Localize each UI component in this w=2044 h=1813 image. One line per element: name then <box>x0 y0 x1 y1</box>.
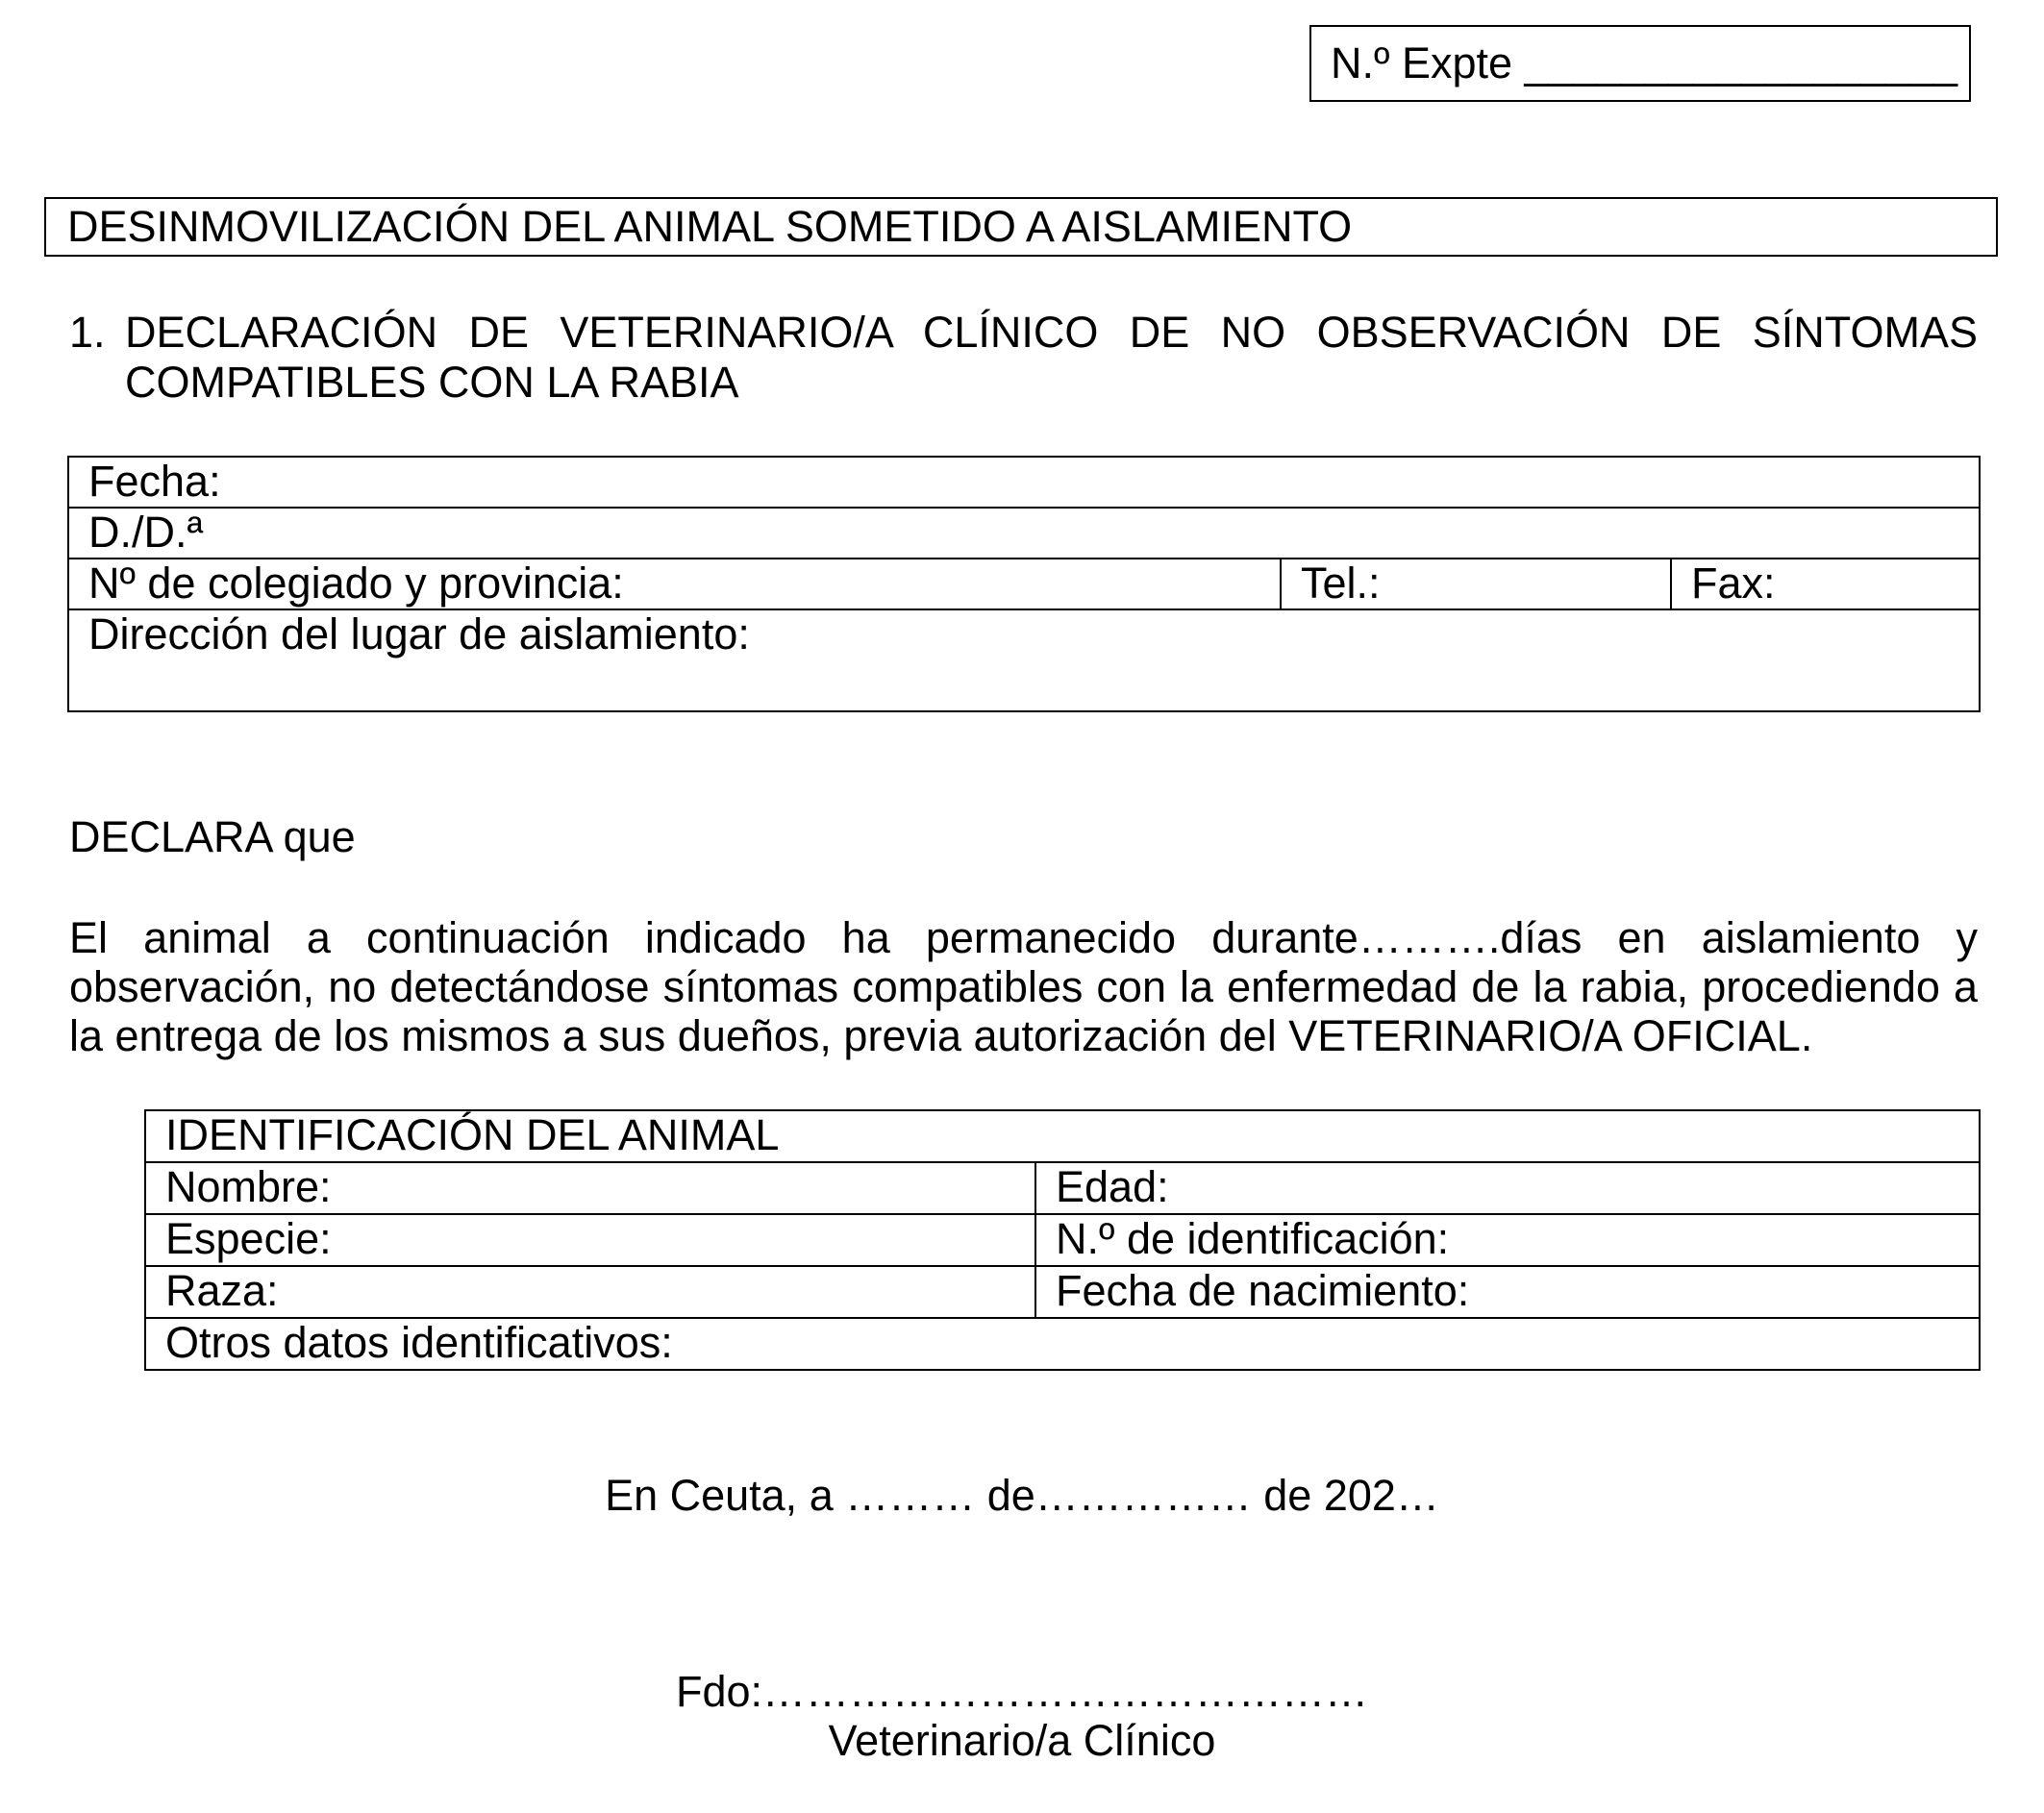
fax-field[interactable] <box>1671 559 1980 609</box>
otros-datos-field[interactable] <box>145 1318 1980 1370</box>
section-heading-line2: COMPATIBLES CON LA RABIA <box>125 357 739 407</box>
section-heading <box>69 308 1978 408</box>
nombre-field[interactable] <box>145 1162 1035 1214</box>
signature-block <box>0 1667 2044 1765</box>
direccion-label: Dirección del lugar de aislamiento: <box>88 609 750 658</box>
table-row <box>145 1110 1980 1162</box>
table-row <box>68 457 1980 508</box>
signature-role: Veterinario/a Clínico <box>828 1716 1216 1765</box>
edad-field[interactable] <box>1035 1162 1980 1214</box>
nacimiento-field[interactable] <box>1035 1266 1980 1318</box>
table-row <box>145 1162 1980 1214</box>
dd-label: D./D.ª <box>88 508 204 557</box>
document-title: DESINMOVILIZACIÓN DEL ANIMAL SOMETIDO A AISLAMIENTO <box>67 202 1353 252</box>
veterinarian-name-field[interactable] <box>68 508 1980 559</box>
declara-text: DECLARA que <box>69 812 356 861</box>
table-row <box>145 1214 1980 1266</box>
tel-field[interactable] <box>1281 559 1671 609</box>
animal-table-title-text: IDENTIFICACIÓN DEL ANIMAL <box>165 1110 780 1159</box>
table-row <box>68 609 1980 711</box>
fecha-label: Fecha: <box>88 457 221 506</box>
section-heading-text1: DECLARACIÓN DE VETERINARIO/A CLÍNICO DE NO OBSERVACIÓN DE SÍNTOMAS <box>125 308 1978 357</box>
section-number: 1. <box>69 308 106 357</box>
identificacion-field[interactable] <box>1035 1214 1980 1266</box>
colegiado-label: Nº de colegiado y provincia: <box>88 559 624 608</box>
table-row <box>68 508 1980 559</box>
especie-label: Especie: <box>165 1214 332 1263</box>
declaration-paragraph: El animal a continuación indicado ha permanecido durante……….días en aislamiento y observación, no detectándose síntomas compatibles con la enfermedad de la rabia, procediendo a la entrega de los mismos a sus dueños, previa autorización del VETERINARIO/A OFICIAL. <box>69 913 1978 1060</box>
tel-label: Tel.: <box>1301 559 1381 608</box>
expediente-number-box[interactable] <box>1309 25 1971 102</box>
raza-label: Raza: <box>165 1266 279 1315</box>
place-date-line: En Ceuta, a ……… de…………… de 202… <box>605 1471 1439 1520</box>
colegiado-field[interactable] <box>68 559 1281 609</box>
fax-label: Fax: <box>1691 559 1776 608</box>
document-title-box <box>44 197 1998 257</box>
direccion-field[interactable] <box>68 609 1980 711</box>
table-row <box>145 1266 1980 1318</box>
veterinarian-form-table <box>67 456 1981 712</box>
table-row <box>68 559 1980 609</box>
edad-label: Edad: <box>1056 1162 1169 1211</box>
especie-field[interactable] <box>145 1214 1035 1266</box>
animal-identification-table <box>144 1109 1981 1371</box>
section-heading-line1 <box>69 308 1978 358</box>
animal-table-title <box>145 1110 1980 1162</box>
nacimiento-label: Fecha de nacimiento: <box>1056 1266 1470 1315</box>
raza-field[interactable] <box>145 1266 1035 1318</box>
table-row <box>145 1318 1980 1370</box>
nombre-label: Nombre: <box>165 1162 332 1211</box>
signature-line[interactable]: Fdo:…………………………………… <box>675 1667 1369 1716</box>
fecha-field[interactable] <box>68 457 1980 508</box>
expediente-label: N.º Expte __________________ <box>1331 38 1957 88</box>
otros-label: Otros datos identificativos: <box>165 1318 673 1367</box>
identificacion-label: N.º de identificación: <box>1056 1214 1450 1263</box>
